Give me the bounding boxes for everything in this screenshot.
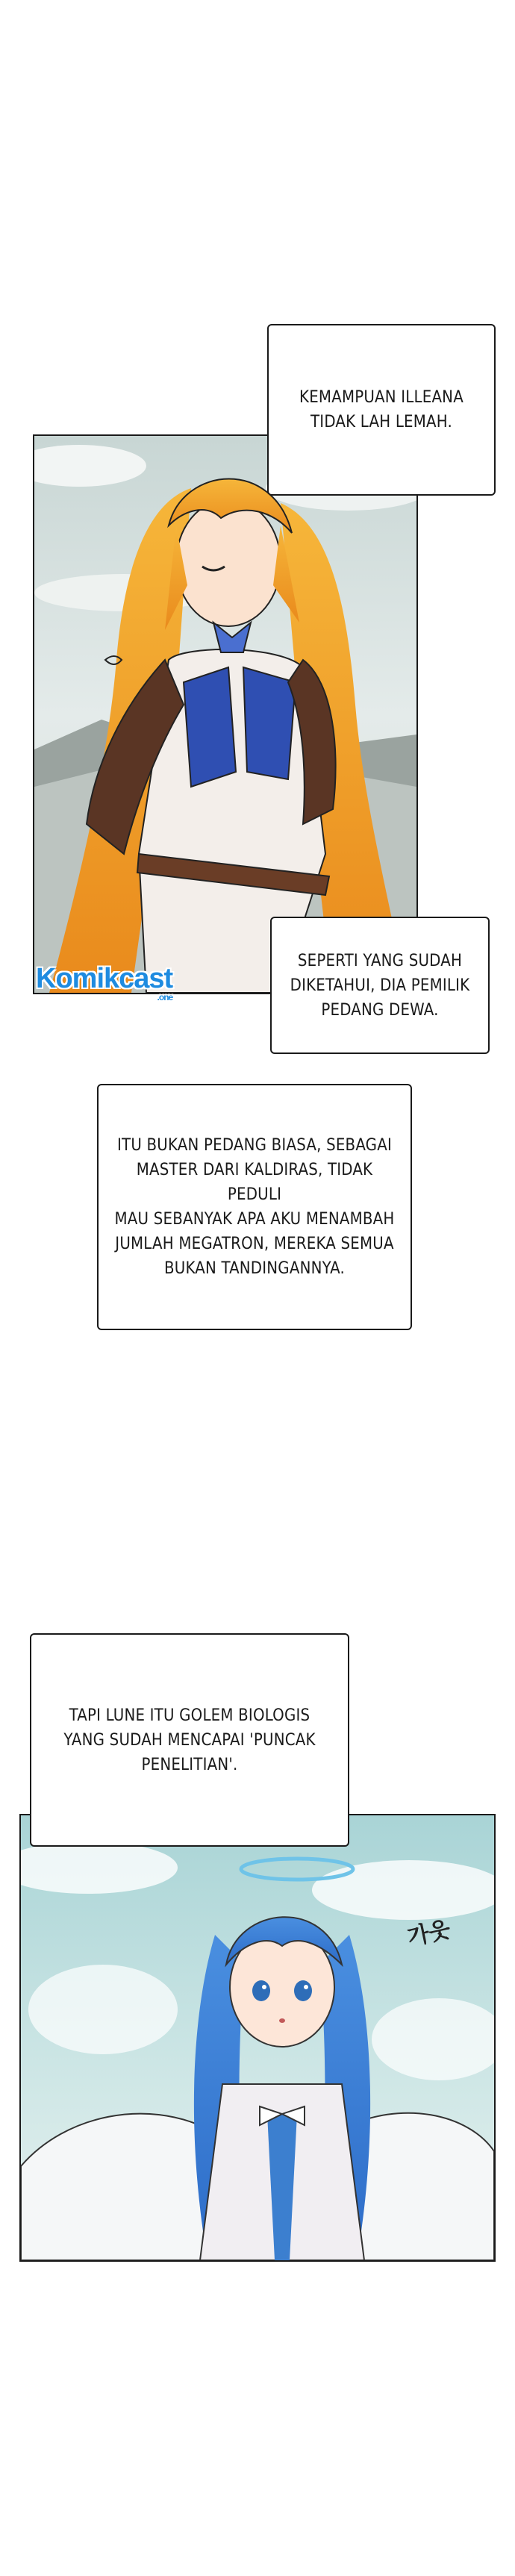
panel-illeana	[33, 434, 418, 994]
watermark-text: Komikcast	[36, 963, 173, 994]
komikcast-watermark	[36, 963, 173, 1002]
sound-effect: 가웃	[405, 1916, 453, 1951]
illeana-illustration	[34, 436, 416, 993]
lune-illustration	[21, 1815, 494, 2260]
narration-box-3: ITU BUKAN PEDANG BIASA, SEBAGAI MASTER DARI KALDIRAS, TIDAK PEDULI MAU SEBANYAK APA AKU MENAMBAH JUMLAH MEGATRON, MEREKA SEMUA BUKAN TANDINGANNYA.	[97, 1084, 412, 1330]
watermark-domain: .one	[157, 992, 173, 1002]
narration-box-1: KEMAMPUAN ILLEANA TIDAK LAH LEMAH.	[267, 324, 496, 496]
narration-box-4: TAPI LUNE ITU GOLEM BIOLOGIS YANG SUDAH MENCAPAI 'PUNCAK PENELITIAN'.	[30, 1633, 349, 1847]
panel-lune	[19, 1814, 496, 2262]
narration-box-2: SEPERTI YANG SUDAH DIKETAHUI, DIA PEMILIK PEDANG DEWA.	[270, 917, 490, 1054]
